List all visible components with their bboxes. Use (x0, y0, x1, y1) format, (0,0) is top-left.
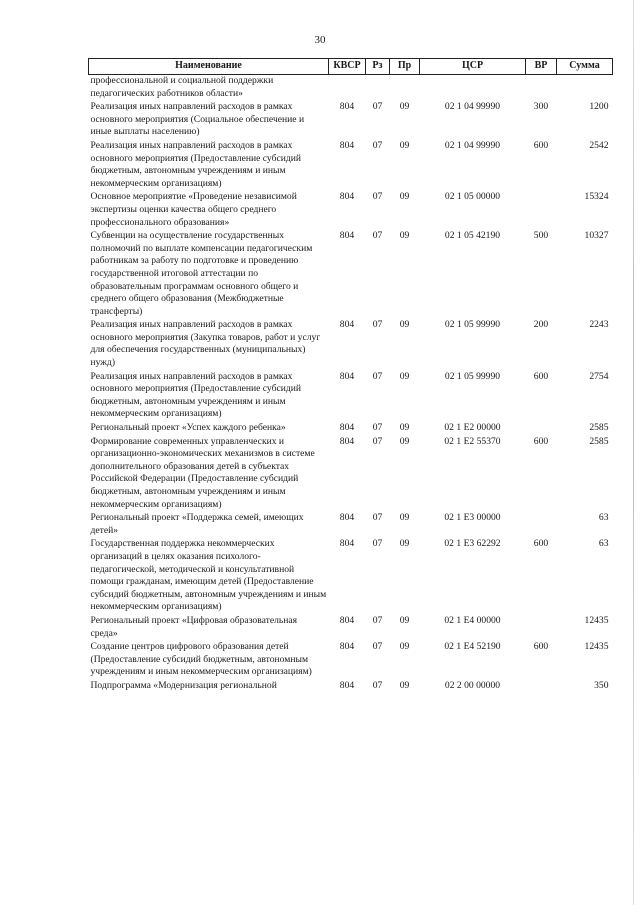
table-row (89, 191, 613, 230)
cell-kvsr: 804 (339, 435, 355, 447)
table-row (89, 230, 613, 319)
header-csr: ЦСР (420, 59, 526, 75)
cell-sum: 2243 (589, 319, 609, 331)
cell-kvsr: 804 (339, 538, 355, 550)
cell-rz: 07 (372, 435, 383, 447)
cell-rz: 07 (372, 230, 383, 242)
cell-name: Государственная поддержка некоммерческих организаций в целях оказания психолого-педагогической, методической и консультативной помощи гражданам, имеющим детей (Предоставление субсидий бюджетным, автономным учреждениям и иным некоммерческим организациям) (90, 538, 327, 613)
table-row (89, 680, 613, 694)
cell-vr: 300 (533, 101, 549, 113)
cell-name: Субвенции на осуществление государственных полномочий по выплате компенсации педагогическим работникам за работу по подготовке и проведению государственной итоговой аттестации по образовательным программам основного общего и среднего общего образования (Межбюджетные трансферты) (90, 230, 313, 317)
header-kvsr: КВСР (329, 59, 366, 75)
cell-rz: 07 (372, 641, 383, 653)
table-row (89, 422, 613, 436)
cell-kvsr: 804 (339, 370, 355, 382)
cell-pr: 09 (399, 512, 410, 524)
cell-sum: 10327 (584, 230, 609, 242)
cell-rz: 07 (372, 422, 383, 434)
cell-kvsr (329, 75, 366, 102)
cell-name: Подпрограмма «Модернизация региональной (90, 679, 277, 691)
cell-sum: 15324 (584, 191, 609, 203)
cell-kvsr: 804 (339, 679, 355, 691)
table-row (89, 371, 613, 422)
cell-sum: 63 (598, 512, 609, 524)
cell-rz: 07 (372, 139, 383, 151)
cell-rz: 07 (372, 191, 383, 203)
cell-csr (420, 75, 526, 102)
header-name: Наименование (89, 59, 329, 75)
cell-kvsr: 804 (339, 614, 355, 626)
cell-pr: 09 (399, 319, 410, 331)
cell-kvsr: 804 (339, 512, 355, 524)
cell-csr: 02 1 E4 52190 (444, 641, 501, 653)
table-row (89, 75, 613, 102)
header-vr: ВР (526, 59, 557, 75)
table-row (89, 512, 613, 538)
cell-kvsr: 804 (339, 101, 355, 113)
cell-rz: 07 (372, 319, 383, 331)
table-row (89, 615, 613, 641)
cell-csr: 02 1 05 00000 (444, 191, 501, 203)
cell-vr (526, 680, 557, 694)
cell-kvsr: 804 (339, 319, 355, 331)
cell-pr: 09 (399, 435, 410, 447)
cell-kvsr: 804 (339, 422, 355, 434)
cell-csr: 02 1 04 99990 (444, 101, 501, 113)
cell-name: Формирование современных управленческих и организационно-экономических механизмов в системе дополнительного образования детей в субъектах Российской Федерации (Предоставление субсидий бюджетным, автономным учреждениям и иным некоммерческим организациям) (90, 435, 315, 510)
cell-csr: 02 1 E3 62292 (444, 538, 501, 550)
cell-vr: 600 (533, 139, 549, 151)
cell-csr: 02 1 05 99990 (444, 319, 501, 331)
cell-name: Основное мероприятие «Проведение независимой экспертизы оценки качества общего среднего профессионального образования» (90, 191, 297, 228)
cell-csr: 02 1 04 99990 (444, 139, 501, 151)
cell-csr: 02 1 E2 00000 (444, 422, 501, 434)
cell-sum: 12435 (584, 641, 609, 653)
cell-csr: 02 1 E4 00000 (444, 614, 501, 626)
cell-pr: 09 (399, 101, 410, 113)
cell-csr: 02 1 05 42190 (444, 230, 501, 242)
cell-sum: 350 (594, 679, 609, 691)
cell-vr (526, 422, 557, 436)
header-sum: Сумма (557, 59, 613, 75)
cell-sum: 12435 (584, 614, 609, 626)
cell-pr: 09 (399, 230, 410, 242)
cell-pr: 09 (399, 679, 410, 691)
cell-vr (526, 615, 557, 641)
cell-name: Реализация иных направлений расходов в рамках основного мероприятия (Социальное обеспечение и иные выплаты населению) (90, 101, 305, 138)
cell-rz: 07 (372, 512, 383, 524)
cell-sum (557, 75, 613, 102)
cell-name: Реализация иных направлений расходов в рамках основного мероприятия (Предоставление субсидий бюджетным, автономным учреждениям и иным некоммерческим организациям) (90, 370, 302, 420)
cell-pr: 09 (399, 641, 410, 653)
table-row (89, 436, 613, 513)
cell-rz: 07 (372, 370, 383, 382)
cell-pr: 09 (399, 538, 410, 550)
cell-sum: 2754 (589, 370, 609, 382)
budget-table (88, 58, 613, 694)
cell-name: Создание центров цифрового образования детей (Предоставление субсидий бюджетным, автономным учреждениям и иным некоммерческим организациям) (90, 641, 312, 678)
cell-name: Региональный проект «Поддержка семей, имеющих детей» (90, 512, 304, 536)
cell-name: Реализация иных направлений расходов в рамках основного мероприятия (Предоставление субсидий бюджетным, автономным учреждениям и иным некоммерческим организациям) (90, 139, 302, 189)
cell-rz (366, 75, 390, 102)
cell-rz: 07 (372, 614, 383, 626)
cell-vr: 600 (533, 538, 549, 550)
cell-pr: 09 (399, 370, 410, 382)
cell-vr: 500 (533, 230, 549, 242)
cell-csr: 02 2 00 00000 (444, 679, 501, 691)
cell-csr: 02 1 05 99990 (444, 370, 501, 382)
cell-sum: 1200 (589, 101, 609, 113)
cell-kvsr: 804 (339, 641, 355, 653)
cell-csr: 02 1 E3 00000 (444, 512, 501, 524)
cell-name: Региональный проект «Цифровая образовательная среда» (90, 614, 298, 639)
cell-rz: 07 (372, 101, 383, 113)
table-header (89, 59, 613, 75)
table-row (89, 101, 613, 140)
cell-vr: 600 (533, 370, 549, 382)
cell-sum: 2585 (589, 422, 609, 434)
cell-name: Реализация иных направлений расходов в рамках основного мероприятия (Закупка товаров, работ и услуг для обеспечения государственных (муниципальных) нужд) (90, 319, 321, 369)
cell-csr: 02 1 E2 55370 (444, 435, 501, 447)
cell-vr (526, 512, 557, 538)
cell-kvsr: 804 (339, 230, 355, 242)
cell-vr: 600 (533, 435, 549, 447)
cell-name: профессиональной и социальной поддержки педагогических работников области» (90, 75, 274, 99)
cell-name: Региональный проект «Успех каждого ребенка» (90, 422, 286, 434)
table-row (89, 641, 613, 680)
cell-vr: 600 (533, 641, 549, 653)
cell-rz: 07 (372, 679, 383, 691)
table-body (89, 75, 613, 694)
cell-pr: 09 (399, 422, 410, 434)
table-row (89, 140, 613, 191)
header-rz: Рз (366, 59, 390, 75)
cell-vr: 200 (533, 319, 549, 331)
cell-vr (526, 75, 557, 102)
table-row (89, 538, 613, 615)
cell-kvsr: 804 (339, 191, 355, 203)
cell-kvsr: 804 (339, 139, 355, 151)
header-pr: Пр (390, 59, 420, 75)
cell-sum: 63 (598, 538, 609, 550)
cell-pr: 09 (399, 614, 410, 626)
cell-pr: 09 (399, 139, 410, 151)
cell-sum: 2585 (589, 435, 609, 447)
cell-pr (390, 75, 420, 102)
cell-pr: 09 (399, 191, 410, 203)
table-row (89, 319, 613, 370)
cell-rz: 07 (372, 538, 383, 550)
cell-sum: 2542 (589, 139, 609, 151)
scan-edge-line (633, 0, 634, 905)
page-number: 30 (314, 34, 326, 46)
cell-vr (526, 191, 557, 230)
